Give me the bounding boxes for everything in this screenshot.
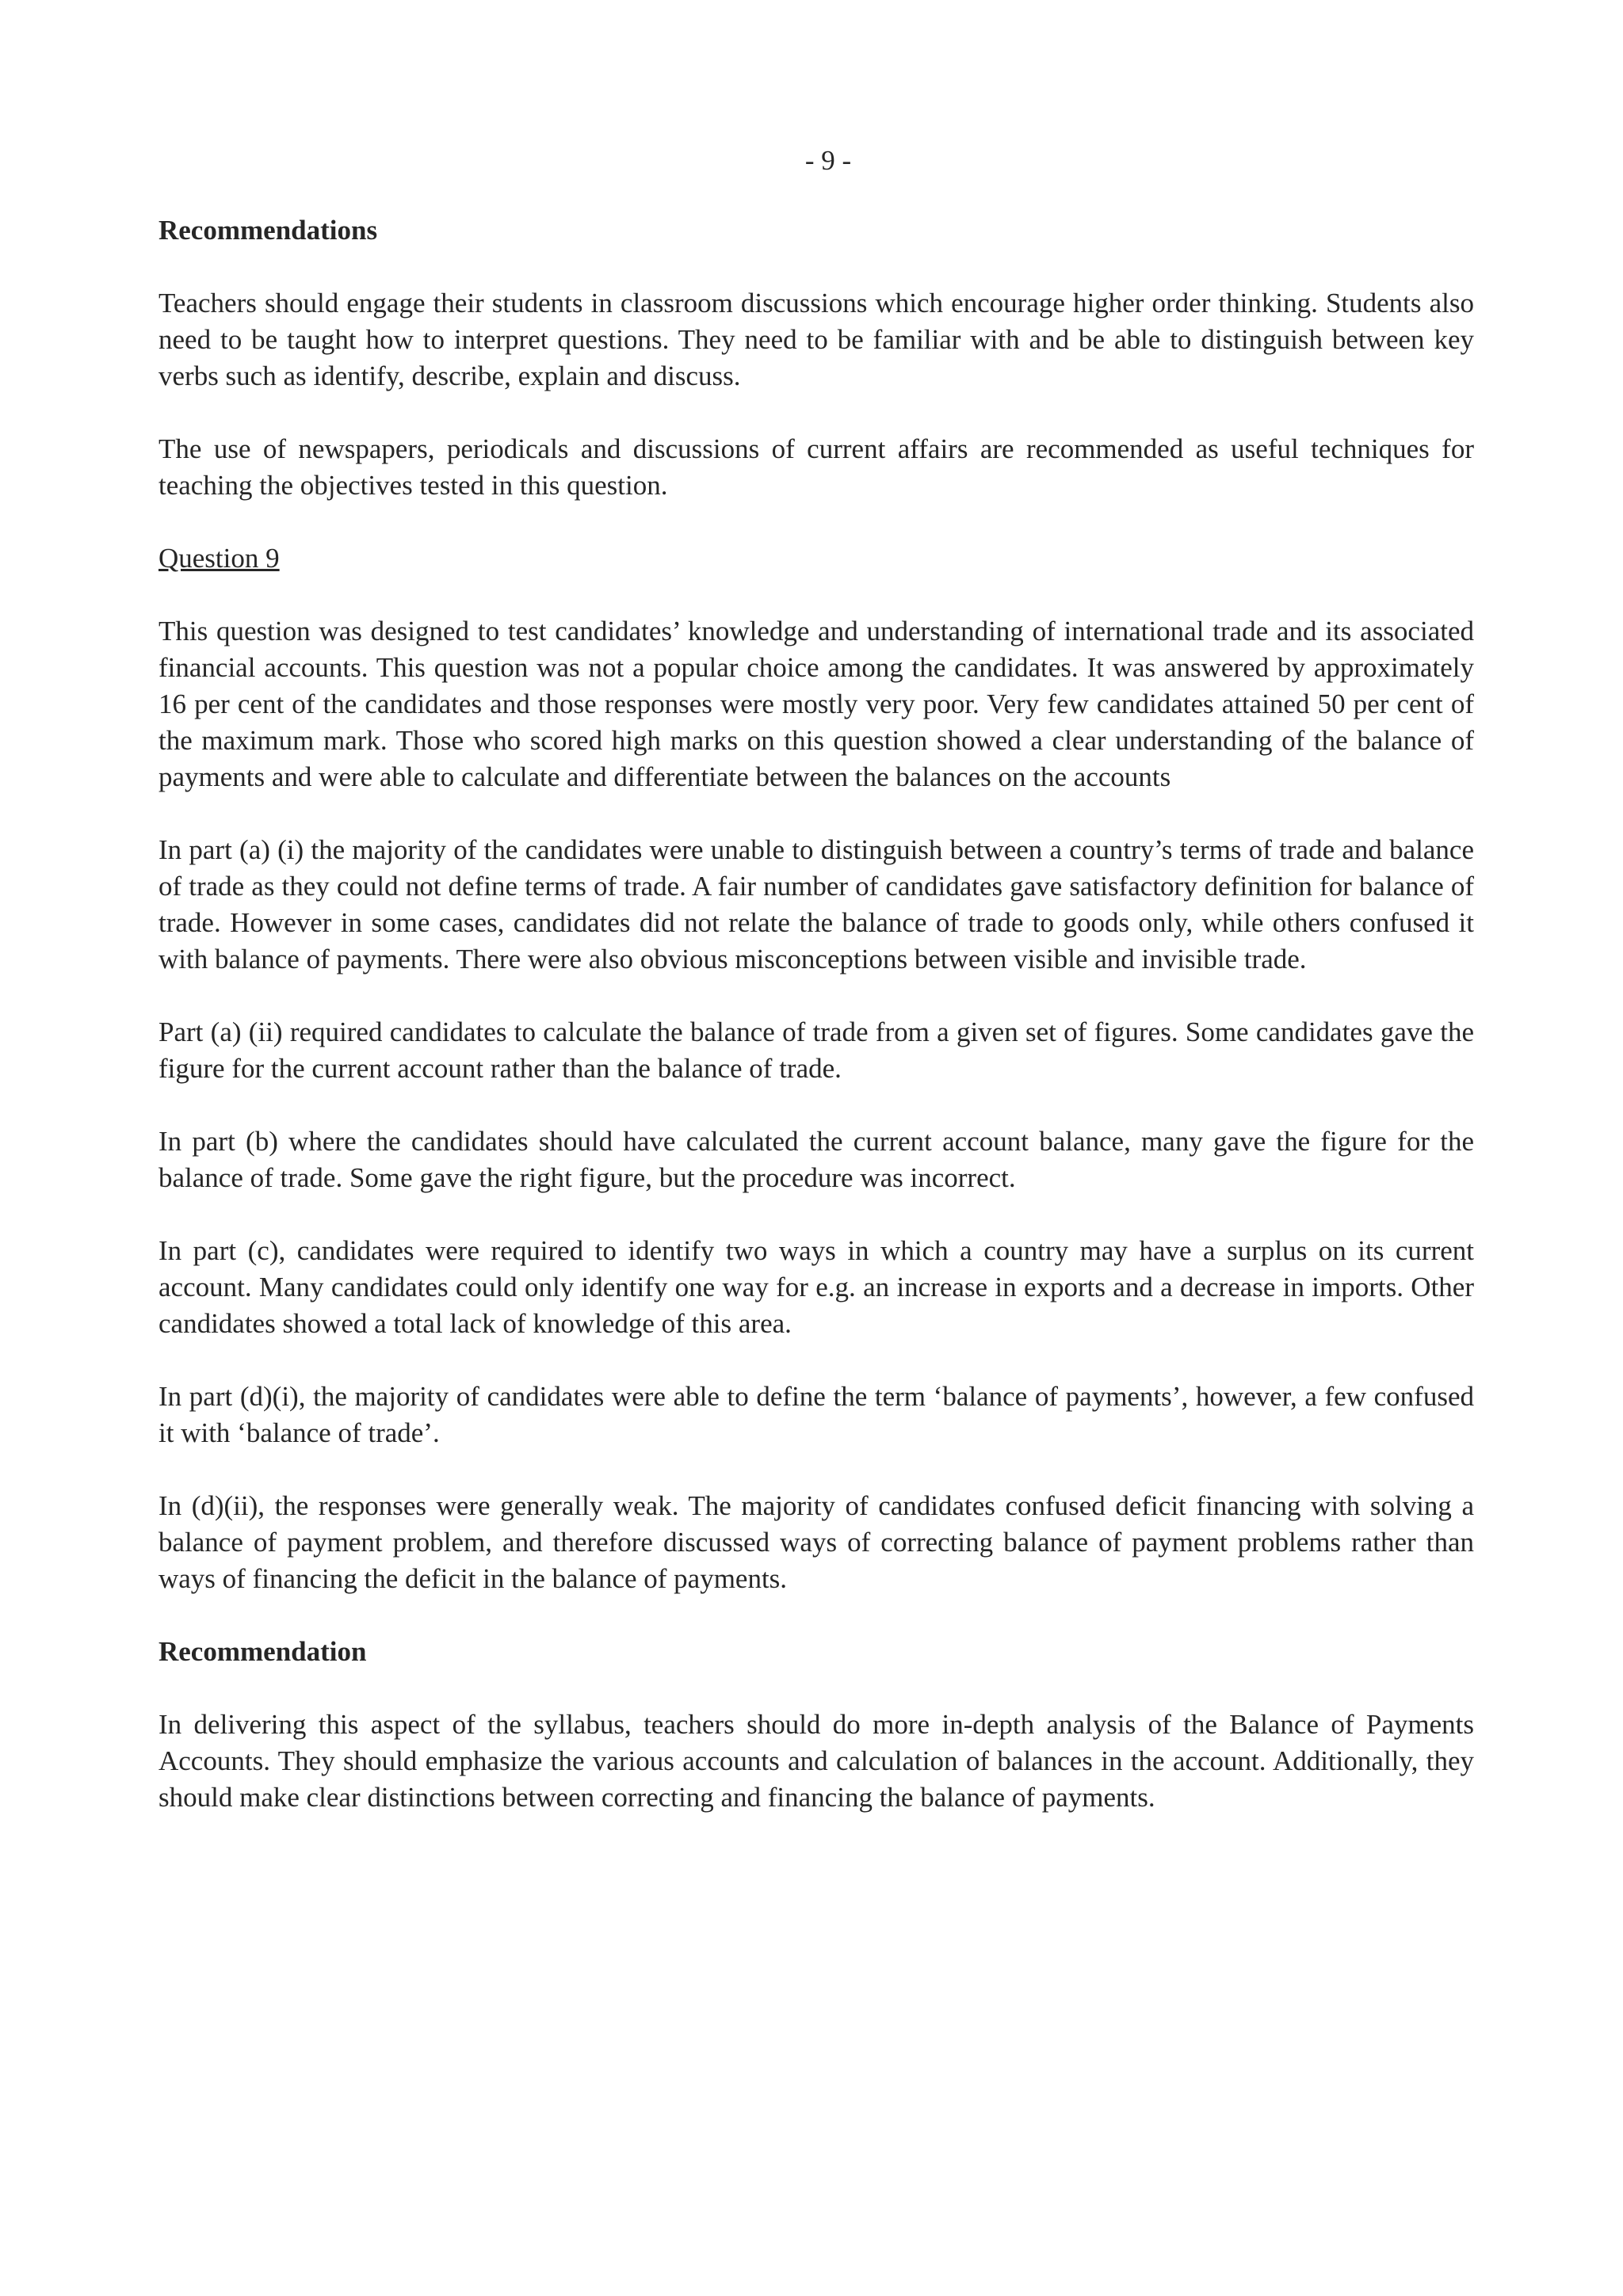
question-paragraph-6: In part (d)(i), the majority of candidates were able to define the term ‘balance of payments’, however, a few confused it with ‘balance of trade’. xyxy=(158,1381,1474,1448)
question-paragraph-1: This question was designed to test candidates’ knowledge and understanding of international trade and its associated financial accounts. This question was not a popular choice among the candidates. It was answered by approximately 16 per cent of the candidates and those responses were mostly very poor. Very few candidates attained 50 per cent of the maximum mark. Those who scored high marks on this question showed a clear understanding of the balance of payments and were able to calculate and differentiate between the balances on the accounts xyxy=(158,616,1474,792)
question-paragraph-2: In part (a) (i) the majority of the candidates were unable to distinguish between a country’s terms of trade and balance of trade as they could not define terms of trade. A fair number of candidates gave satisfactory definition for balance of trade. However in some cases, candidates did not relate the balance of trade to goods only, while others confused it with balance of payments. There were also obvious misconceptions between visible and invisible trade. xyxy=(158,834,1474,974)
recommendations-paragraph-2: The use of newspapers, periodicals and discussions of current affairs are recommended as useful techniques for teaching the objectives tested in this question. xyxy=(158,433,1474,501)
recommendation-heading: Recommendation xyxy=(158,1636,367,1667)
question-paragraph-3: Part (a) (ii) required candidates to calculate the balance of trade from a given set of figures. Some candidates gave the figure for the current account rather than the balance of trade. xyxy=(158,1016,1474,1084)
recommendation-paragraph-1: In delivering this aspect of the syllabus, teachers should do more in-depth analysis of the Balance of Payments Accounts. They should emphasize the various accounts and calculation of balances in the account. Additionally, they should make clear distinctions between correcting and financing the balance of payments. xyxy=(158,1709,1474,1813)
page-number: - 9 - xyxy=(804,145,852,176)
question-paragraph-4: In part (b) where the candidates should have calculated the current account balance, many gave the figure for the balance of trade. Some gave the right figure, but the procedure was incorrect. xyxy=(158,1126,1474,1193)
question-paragraph-7: In (d)(ii), the responses were generally weak. The majority of candidates confused deficit financing with solving a balance of payment problem, and therefore discussed ways of correcting balance of payment problems rather than ways of financing the deficit in the balance of payments. xyxy=(158,1490,1474,1594)
document-page xyxy=(158,143,1474,1852)
question-paragraph-5: In part (c), candidates were required to identify two ways in which a country may have a surplus on its current account. Many candidates could only identify one way for e.g. an increase in exports and a decrease in imports. Other candidates showed a total lack of knowledge of this area. xyxy=(158,1235,1474,1339)
recommendations-paragraph-1: Teachers should engage their students in classroom discussions which encourage higher order thinking. Students also need to be taught how to interpret questions. They need to be familiar with and be able to distinguish between key verbs such as identify, describe, explain and discuss. xyxy=(158,288,1474,391)
question-9-heading: Question 9 xyxy=(158,543,280,574)
recommendations-heading: Recommendations xyxy=(158,215,378,246)
